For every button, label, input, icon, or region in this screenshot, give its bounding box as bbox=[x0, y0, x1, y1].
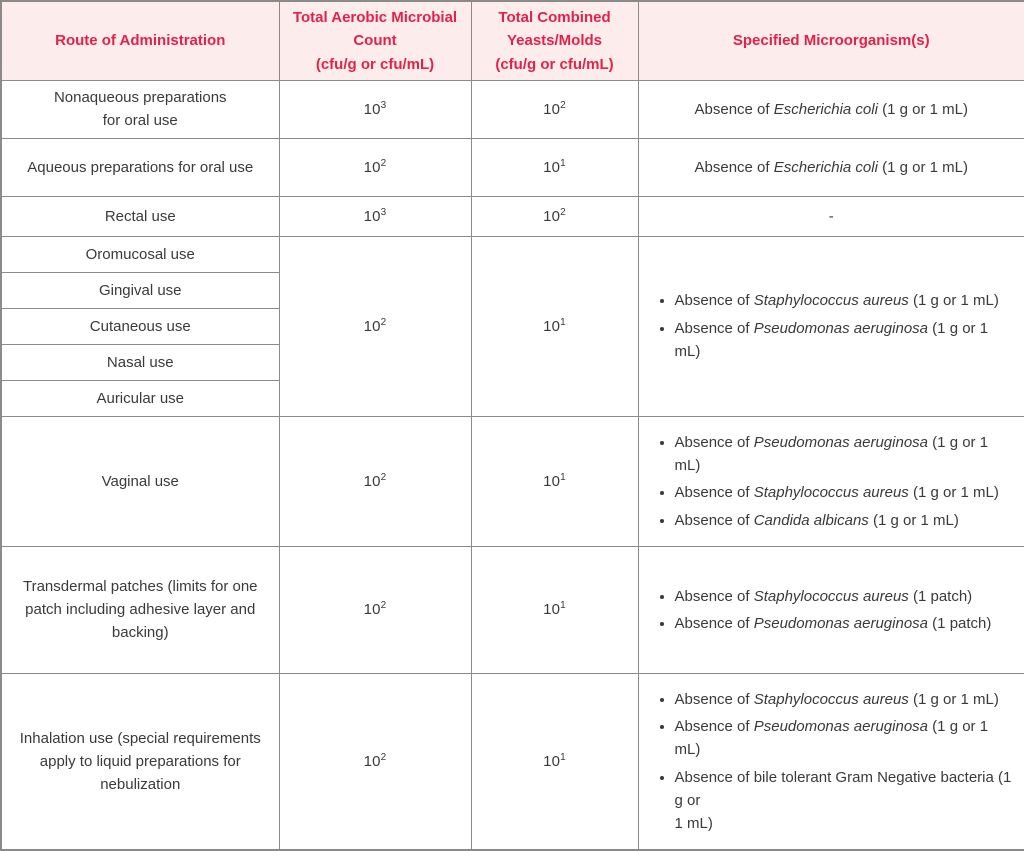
tamc-cell-rectal bbox=[279, 196, 471, 236]
tamc-exp: 2 bbox=[380, 600, 387, 612]
organism-dash: - bbox=[828, 207, 834, 225]
route-line: Transdermal patches (limits for one bbox=[22, 577, 258, 595]
header-tamc bbox=[279, 1, 471, 80]
organism-bullet bbox=[675, 715, 1019, 762]
tymc-exp: 2 bbox=[560, 206, 566, 218]
organism-text: (1 patch) bbox=[928, 614, 992, 632]
organism-bullet bbox=[675, 766, 1019, 836]
organism-list bbox=[655, 585, 1019, 636]
tymc-base: 10 bbox=[543, 601, 561, 619]
route-line: Inhalation use (special requirements bbox=[19, 729, 261, 747]
tamc-exp: 3 bbox=[380, 206, 387, 218]
organism-text: Absence of bbox=[674, 433, 754, 451]
organism-name: Pseudomonas aeruginosa bbox=[753, 319, 929, 337]
tamc-cell-topical-group bbox=[279, 236, 471, 416]
header-line: Specified Microorganism(s) bbox=[732, 32, 930, 50]
organism-bullet bbox=[675, 585, 1019, 608]
route-cell-nasal bbox=[1, 344, 279, 380]
organism-bullet bbox=[675, 317, 1019, 364]
tymc-cell-inhalation bbox=[471, 673, 638, 850]
organism-bullet bbox=[675, 688, 1019, 711]
header-line: (cfu/g or cfu/mL) bbox=[315, 55, 435, 73]
tymc-exp: 1 bbox=[560, 471, 566, 483]
row-vaginal bbox=[1, 416, 1024, 546]
route-line: nebulization bbox=[100, 776, 181, 794]
tymc-cell-vaginal bbox=[471, 416, 638, 546]
organism-cell-inhalation bbox=[638, 673, 1024, 850]
organism-cell-nonaqueous bbox=[638, 80, 1024, 138]
route-line: patch including adhesive layer and bbox=[25, 601, 256, 619]
organism-name: Staphylococcus aureus bbox=[753, 484, 909, 502]
route-line: Auricular use bbox=[96, 389, 185, 407]
organism-text: Absence of bbox=[674, 718, 754, 735]
tymc-exp: 2 bbox=[560, 99, 566, 111]
route-cell-nonaqueous bbox=[1, 80, 279, 138]
organism-cell-vaginal bbox=[638, 416, 1024, 546]
organism-cell-transdermal bbox=[638, 546, 1024, 673]
tamc-base: 10 bbox=[363, 207, 381, 225]
header-route bbox=[1, 1, 279, 80]
organism-name: Escherichia coli bbox=[773, 100, 878, 118]
tamc-cell-nonaqueous bbox=[279, 80, 471, 138]
organism-text: (1 g or 1 mL) bbox=[877, 158, 968, 176]
route-line: Rectal use bbox=[104, 207, 176, 225]
organism-name: Pseudomonas aeruginosa bbox=[753, 614, 929, 632]
header-line: Route of Administration bbox=[55, 32, 226, 50]
route-line: Gingival use bbox=[98, 281, 182, 299]
tamc-base: 10 bbox=[363, 158, 381, 176]
tymc-exp: 1 bbox=[560, 157, 566, 169]
organism-name: Pseudomonas aeruginosa bbox=[753, 718, 929, 735]
organism-text: Absence of bbox=[694, 100, 774, 118]
organism-list bbox=[655, 688, 1019, 836]
route-cell-vaginal bbox=[1, 416, 279, 546]
organism-cell-rectal bbox=[638, 196, 1024, 236]
route-line: Aqueous preparations for oral use bbox=[27, 158, 254, 176]
organism-text: Absence of bbox=[674, 292, 754, 310]
organism-text: (1 g or 1 mL) bbox=[674, 718, 989, 759]
organism-text: (1 g or 1 mL) bbox=[908, 292, 999, 310]
tymc-cell-aqueous bbox=[471, 138, 638, 196]
organism-bullet bbox=[675, 481, 1019, 504]
route-cell-rectal bbox=[1, 196, 279, 236]
organism-text: Absence of bbox=[674, 484, 754, 502]
organism-text: (1 g or 1 mL) bbox=[908, 484, 999, 502]
header-line: Total Combined bbox=[498, 9, 611, 26]
organism-bullet bbox=[675, 509, 1019, 532]
tamc-base: 10 bbox=[363, 472, 381, 490]
tamc-exp: 3 bbox=[380, 99, 387, 111]
tymc-exp: 1 bbox=[560, 600, 566, 612]
organism-bullet bbox=[675, 612, 1019, 635]
row-aqueous bbox=[1, 138, 1024, 196]
route-cell-inhalation bbox=[1, 673, 279, 850]
organism-text: (1 g or 1 mL) bbox=[877, 100, 968, 118]
organism-list bbox=[655, 431, 1019, 532]
organism-name: Pseudomonas aeruginosa bbox=[753, 433, 929, 451]
tymc-exp: 1 bbox=[560, 316, 566, 328]
header-line: Count bbox=[353, 32, 397, 50]
organism-text: (1 g or 1 mL) bbox=[674, 433, 989, 474]
tymc-cell-transdermal bbox=[471, 546, 638, 673]
tymc-exp: 1 bbox=[560, 751, 566, 763]
tymc-base: 10 bbox=[543, 100, 561, 118]
organism-text: Absence of bbox=[674, 690, 754, 708]
row-oromucosal bbox=[1, 236, 1024, 272]
tymc-base: 10 bbox=[543, 207, 561, 225]
header-specified-microorganisms bbox=[638, 1, 1024, 80]
organism-text: Absence of bbox=[674, 511, 754, 529]
tymc-base: 10 bbox=[543, 317, 561, 335]
organism-text: Absence of bbox=[674, 587, 754, 605]
header-row bbox=[1, 1, 1024, 80]
row-inhalation bbox=[1, 673, 1024, 850]
tamc-cell-transdermal bbox=[279, 546, 471, 673]
route-line: Oromucosal use bbox=[85, 245, 195, 263]
header-line: Yeasts/Molds bbox=[506, 32, 603, 50]
organism-cell-topical-group bbox=[638, 236, 1024, 416]
organism-text: Absence of bile tolerant Gram Negative bacteria (1 g or bbox=[674, 768, 1012, 809]
organism-text: (1 patch) bbox=[908, 587, 973, 605]
tamc-base: 10 bbox=[363, 752, 381, 770]
tymc-cell-topical-group bbox=[471, 236, 638, 416]
row-nonaqueous bbox=[1, 80, 1024, 138]
tamc-base: 10 bbox=[363, 100, 381, 118]
organism-name: Staphylococcus aureus bbox=[753, 587, 909, 605]
tamc-exp: 2 bbox=[380, 157, 387, 169]
organism-text: Absence of bbox=[694, 158, 774, 176]
organism-name: Escherichia coli bbox=[773, 158, 878, 176]
organism-text: (1 g or 1 mL) bbox=[868, 511, 959, 529]
organism-name: Staphylococcus aureus bbox=[753, 690, 909, 708]
organism-bullet bbox=[675, 289, 1019, 312]
tymc-cell-rectal bbox=[471, 196, 638, 236]
route-cell-oromucosal bbox=[1, 236, 279, 272]
tamc-exp: 2 bbox=[380, 751, 387, 763]
organism-cell-aqueous bbox=[638, 138, 1024, 196]
header-tymc bbox=[471, 1, 638, 80]
tymc-base: 10 bbox=[543, 752, 561, 770]
tamc-base: 10 bbox=[363, 317, 381, 335]
route-cell-auricular bbox=[1, 380, 279, 416]
route-cell-cutaneous bbox=[1, 308, 279, 344]
organism-name: Staphylococcus aureus bbox=[753, 292, 909, 310]
route-cell-transdermal bbox=[1, 546, 279, 673]
organism-text: (1 g or 1 mL) bbox=[674, 319, 989, 360]
header-line: (cfu/g or cfu/mL) bbox=[495, 55, 614, 73]
tymc-base: 10 bbox=[543, 472, 561, 490]
route-line: Vaginal use bbox=[101, 472, 179, 490]
organism-text: (1 g or 1 mL) bbox=[908, 690, 999, 708]
row-transdermal bbox=[1, 546, 1024, 673]
organism-bullet bbox=[675, 431, 1019, 478]
tamc-cell-aqueous bbox=[279, 138, 471, 196]
organism-text-wrap: 1 mL) bbox=[674, 815, 713, 832]
route-line: backing) bbox=[111, 624, 169, 642]
tymc-cell-nonaqueous bbox=[471, 80, 638, 138]
tamc-exp: 2 bbox=[380, 471, 387, 483]
organism-text: Absence of bbox=[674, 614, 754, 632]
route-line: Nasal use bbox=[106, 353, 174, 371]
tamc-cell-inhalation bbox=[279, 673, 471, 850]
route-line: Nonaqueous preparations bbox=[53, 89, 227, 106]
organism-text: Absence of bbox=[674, 319, 754, 337]
route-line: for oral use bbox=[102, 112, 178, 130]
header-line: Total Aerobic Microbial bbox=[292, 9, 458, 26]
organism-list bbox=[655, 289, 1019, 363]
route-line: Cutaneous use bbox=[89, 317, 191, 335]
tamc-cell-vaginal bbox=[279, 416, 471, 546]
row-rectal bbox=[1, 196, 1024, 236]
route-line: apply to liquid preparations for bbox=[39, 752, 241, 770]
tamc-exp: 2 bbox=[380, 316, 387, 328]
tymc-base: 10 bbox=[543, 158, 561, 176]
route-cell-gingival bbox=[1, 272, 279, 308]
organism-name: Candida albicans bbox=[753, 511, 869, 529]
tamc-base: 10 bbox=[363, 601, 381, 619]
route-cell-aqueous bbox=[1, 138, 279, 196]
